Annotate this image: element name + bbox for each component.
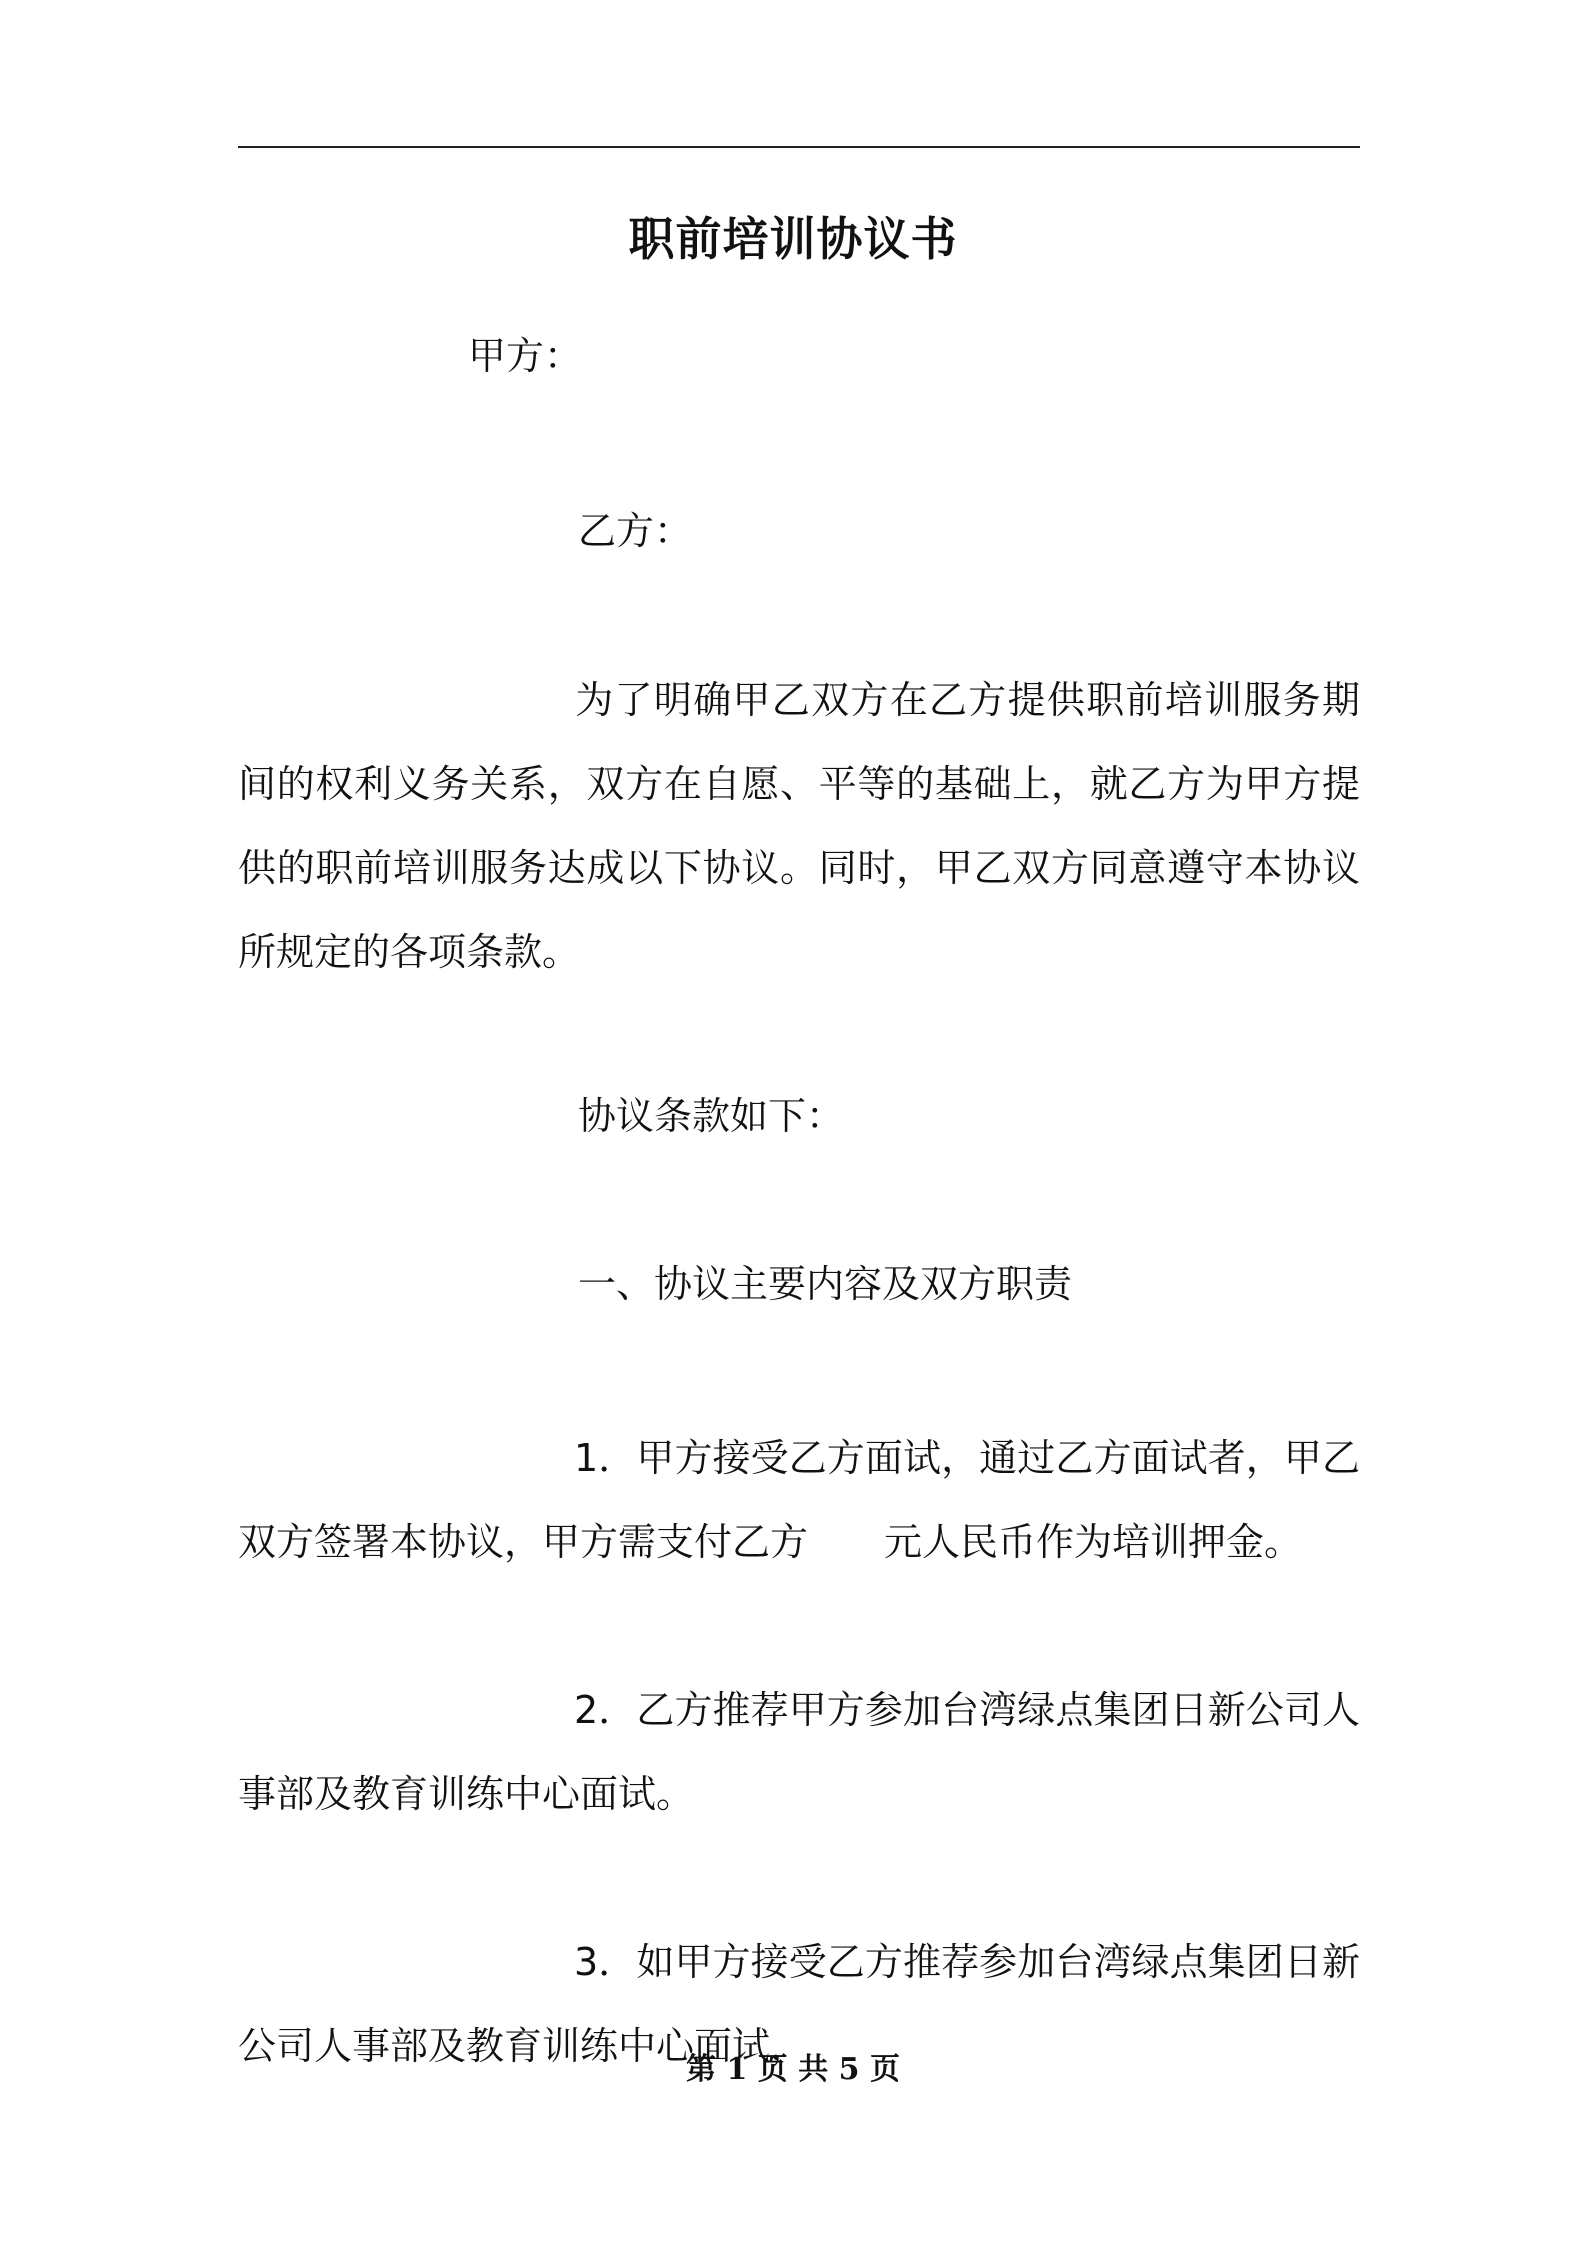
clause-1	[238, 1416, 1360, 1584]
page-number: 第 1 页 共 5 页	[686, 2052, 900, 2087]
terms-heading: 协议条款如下：	[578, 1094, 845, 1138]
party-a-label: 甲方：	[468, 334, 583, 378]
header-rule	[238, 146, 1360, 148]
clause-2	[238, 1668, 1360, 1836]
clause-1-text: 1．甲方接受乙方面试，通过乙方面试者，甲乙双方签署本协议，甲方需支付乙方 元人民币作为培训押金。	[238, 1436, 1360, 1564]
section-1-heading: 一、协议主要内容及双方职责	[578, 1262, 1073, 1306]
clause-2-text: 2．乙方推荐甲方参加台湾绿点集团日新公司人事部及教育训练中心面试。	[238, 1688, 1360, 1816]
party-b-label: 乙方：	[578, 509, 693, 553]
intro-paragraph	[238, 658, 1360, 994]
intro-text: 为了明确甲乙双方在乙方提供职前培训服务期间的权利义务关系，双方在自愿、平等的基础上，就乙方为甲方提供的职前培训服务达成以下协议。同时，甲乙双方同意遵守本协议所规定的各项条款。	[238, 678, 1360, 974]
document-title: 职前培训协议书	[628, 212, 958, 266]
clause-3-text: 3．如甲方接受乙方推荐参加台湾绿点集团日新公司人事部及教育训练中心面试，	[238, 1940, 1360, 2068]
